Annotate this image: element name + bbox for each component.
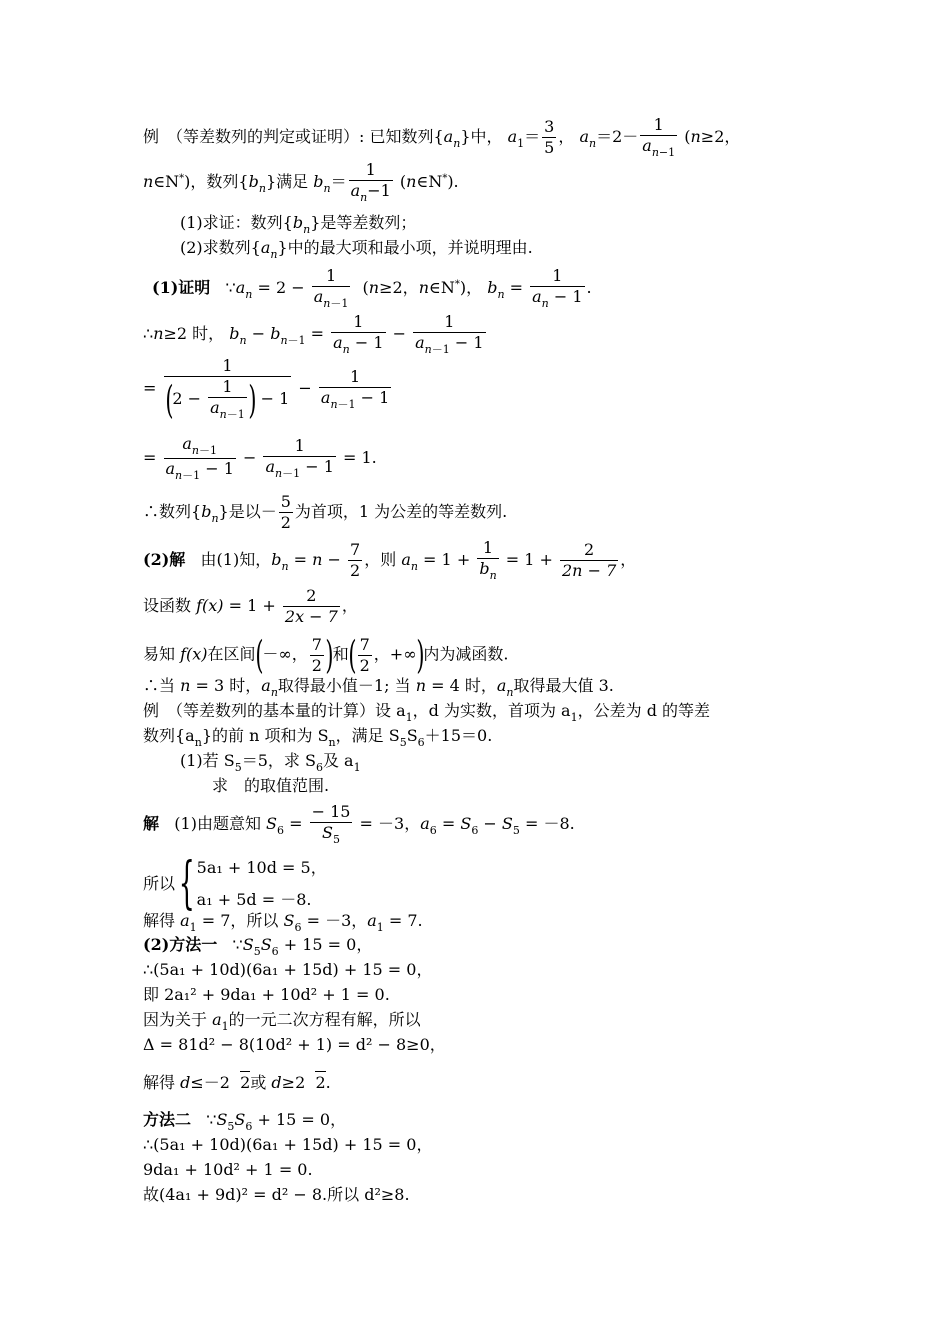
- example2-line1: 例 （等差数列的基本量的计算）设 $a_1$，d 为实数，首项为 $a_1$，公差为 d 的等差: [143, 701, 711, 724]
- radicand: 2: [315, 1073, 326, 1092]
- numerator: 3: [544, 117, 555, 136]
- method2-line3: 9da₁ + 10d² + 1 = 0.: [143, 1160, 313, 1179]
- text: ＝2－: [596, 127, 639, 146]
- text: }中的最大项和最小项，并说明理由.: [277, 238, 533, 257]
- denominator: $a_{n-1} - 1$: [415, 333, 484, 356]
- solution1-line4: [143, 436, 377, 481]
- text: ≥2，: [379, 278, 419, 297]
- text: =: [143, 448, 162, 467]
- example2-question2: [212, 778, 329, 794]
- text: −: [387, 324, 412, 343]
- numerator: 1: [365, 160, 376, 179]
- text: ＝5，求 S: [241, 751, 316, 770]
- question2: (2)求数列$\{a_n\}$中的最大项和最小项，并说明理由.: [180, 238, 533, 261]
- text: 和: [332, 644, 349, 664]
- text: = 1 +: [223, 596, 281, 615]
- denominator: 2n − 7: [562, 561, 617, 580]
- text: ≥2，: [700, 127, 741, 146]
- denominator: $a_{n-1} - 1$: [320, 387, 390, 411]
- label: (2)解: [143, 550, 186, 569]
- fraction: [348, 542, 362, 579]
- text: ，+∞: [373, 644, 417, 664]
- text: ∴数列{: [143, 502, 202, 521]
- question1: (1)求证：数列$\{b_n\}$是等差数列；: [180, 213, 417, 236]
- method1-line4: 因为关于 $a_1$的一元二次方程有解，所以: [143, 1010, 421, 1033]
- denominator: 2x − 7: [284, 607, 338, 626]
- text: (: [684, 127, 691, 146]
- text: = 2 −: [252, 278, 310, 297]
- fraction: [349, 162, 393, 203]
- text: .: [325, 1073, 331, 1092]
- numerator: 1: [552, 266, 563, 285]
- fraction: [319, 366, 391, 411]
- denominator: 2: [350, 561, 361, 580]
- text: ∈N: [153, 172, 180, 191]
- method1-line5: Δ = 81d² − 8(10d² + 1) = d² − 8≥0，: [143, 1035, 446, 1054]
- text: 解得: [143, 1073, 176, 1092]
- method2-line4: 故(4a₁ + 9d)² = d² − 8.所以 d²≥8.: [143, 1185, 410, 1204]
- numerator: $a_{n-1}$: [182, 434, 218, 457]
- solution1-line5: ∴数列$\{b_n\}$是以－ $\frac{5}{2}$ 为首项，1 为公差的等差数列.: [143, 492, 508, 532]
- denominator: $a_{n-1} - 1$: [265, 457, 334, 480]
- method1-line2: ∴(5a₁ + 10d)(6a₁ + 15d) + 15 = 0，: [143, 960, 433, 979]
- text: =: [305, 324, 330, 343]
- text: =: [504, 278, 529, 297]
- fraction: [164, 358, 292, 420]
- text: = 7，所以: [196, 911, 279, 930]
- numerator: 1: [482, 538, 494, 557]
- text: + 15 = 0，: [252, 1110, 347, 1129]
- text: }的前 n 项和为 S: [201, 726, 329, 745]
- solution3-system: 所以{ 5a₁ + 10d = 5， a₁ + 5d = －8.: [143, 851, 327, 916]
- fraction: [164, 436, 236, 481]
- text: ∈N: [429, 278, 455, 297]
- fraction: [413, 314, 485, 355]
- text: = 1 +: [500, 550, 558, 569]
- method1-line6: 解得 d≤－2 2或 d≥2 2.: [143, 1073, 331, 1092]
- numerator: 7: [359, 634, 370, 654]
- denominator: (2 − $\frac{1}{a_{n-1}}$ ) − 1: [164, 377, 290, 422]
- method1-line3: 即 2a₁² + 9da₁ + 10d² + 1 = 0.: [143, 985, 390, 1004]
- solution2-line1: (2)解 由(1)知，$b_n = n$ − $\frac{7}{2}$ ，则 $a_n = 1$ + $\frac{1}{b_n}$ = 1 + $\frac{2}{2n - 7}$ ，: [143, 538, 637, 582]
- fraction: [279, 494, 293, 531]
- text: = －3，: [354, 814, 421, 833]
- text: 求 的取值范围.: [212, 776, 330, 795]
- radicand: 2: [240, 1073, 251, 1092]
- text: −: [478, 814, 502, 833]
- numerator: 7: [350, 540, 361, 559]
- denominator: $a_n - 1$: [532, 287, 583, 310]
- text: }是以－: [218, 502, 277, 521]
- text: = 3 时，: [190, 676, 262, 695]
- text: 2 −: [172, 389, 207, 408]
- text: ∵: [225, 278, 236, 297]
- numerator: 1: [222, 356, 233, 375]
- solution2-line3: 易知 f(x)在区间(－∞， $\frac{7}{2}$ )和( $\frac{7}{2}$ ，+∞)内为减函数.: [143, 633, 509, 677]
- text: (1)由题意知: [174, 814, 261, 833]
- fraction: [331, 314, 385, 355]
- method1-line1: (2)方法一 $\because S_5S_6 + 15 = 0$，: [143, 935, 373, 958]
- text: ，: [341, 596, 358, 615]
- solution1-line3: [143, 358, 393, 420]
- denominator: 2: [359, 655, 370, 675]
- equation: a₁ + 5d = －8.: [196, 890, 312, 909]
- denominator: $a_n - 1$: [333, 333, 384, 356]
- function: f(x): [196, 596, 224, 615]
- fraction: [310, 804, 353, 845]
- solution1-line1: (1)证明 $\because a_n = 2$ − $\frac{1}{a_{n-1}}$ (n≥2，n∈N*)， $b_n$ = $\frac{1}{a_n - 1}$ .: [152, 266, 592, 310]
- text: 在区间: [207, 644, 256, 664]
- text: ＋15＝0.: [424, 726, 493, 745]
- solution2-line2: [143, 588, 358, 625]
- text: 及 a: [322, 751, 354, 770]
- text: 取得最大值 3.: [513, 676, 614, 695]
- numerator: 2: [584, 540, 595, 559]
- text: ∴: [143, 324, 154, 343]
- text: }满足: [265, 172, 309, 191]
- numerator: 7: [311, 634, 322, 654]
- text: ＝: [330, 172, 347, 191]
- text: + 15 = 0，: [278, 935, 373, 954]
- text: 设函数: [143, 596, 192, 615]
- fraction: [312, 268, 351, 309]
- label: 解: [143, 814, 160, 833]
- text: .: [586, 278, 592, 297]
- example1-line2: n∈N*)，数列$\{b_n\}$满足 $b_n=$ $\frac{1}{a_n-1}$ (n∈N*).: [143, 160, 459, 204]
- text: 数列{a: [143, 726, 195, 745]
- text: −: [293, 378, 317, 398]
- text: =: [436, 814, 461, 833]
- text: ，: [620, 550, 637, 569]
- text: =: [143, 378, 162, 398]
- text: ≥2 时，: [163, 324, 225, 343]
- text: = 1.: [337, 448, 377, 467]
- denominator: $a_{n-1}$: [210, 398, 245, 421]
- text: 因为关于: [143, 1010, 208, 1029]
- numerator: 1: [444, 312, 455, 331]
- example1-line1: 例 （等差数列的判定或证明）: 已知数列$\{a_n\}$中， $a_1=$ $\frac{3}{5}$ ， $a_n=2-$ $\frac{1}{a_{n-1}}$ (n≥2，: [143, 115, 741, 159]
- fraction: [560, 542, 618, 579]
- text: (1)求证：数列{: [180, 213, 293, 232]
- text: ，公差为 d 的等差: [577, 701, 711, 720]
- solution3-line3: 解得 $a_1 = 7$，所以 $S_6 = -3$，$a_1 = 7$.: [143, 911, 423, 934]
- denominator: $S_5$: [310, 822, 353, 845]
- fraction: [542, 119, 556, 156]
- equation: 5a₁ + 10d = 5，: [196, 858, 327, 877]
- fraction: [310, 634, 324, 675]
- text: −: [322, 550, 347, 569]
- text: ≤－2: [190, 1073, 230, 1092]
- example2-line2: 数列$\{a_n\}$的前 n 项和为 $S_n$，满足 $S_5S_6+15=0$.: [143, 726, 493, 749]
- text: －∞，: [262, 644, 308, 664]
- text: (: [399, 172, 407, 191]
- text: = －8.: [519, 814, 575, 833]
- label: (2)方法一: [143, 935, 218, 954]
- solution3-line1: 解 (1)由题意知 $S_6$ = $\frac{- 15}{S_5}$ = －3，$a_6 = S_6 - S_5 = -8$.: [143, 802, 575, 846]
- text: ≥2: [281, 1073, 306, 1092]
- text: 内为减函数.: [423, 644, 509, 664]
- text: −: [237, 448, 262, 467]
- text: 易知: [143, 644, 176, 664]
- example2-question1: (1)若 $S_5=5$，求 $S_6$及 $a_1$: [180, 751, 361, 774]
- denominator: $a_{n-1}$: [642, 136, 676, 159]
- fraction: [358, 634, 372, 675]
- method2-line1: 方法二 $\because S_5S_6 + 15 = 0$，: [143, 1110, 347, 1133]
- text: = 7.: [383, 911, 423, 930]
- text: − 1: [255, 389, 290, 408]
- fraction: [263, 438, 335, 479]
- text: 所以: [143, 874, 176, 893]
- numerator: 1: [653, 115, 664, 134]
- text: = 1 +: [417, 550, 476, 569]
- numerator: − 15: [311, 802, 351, 821]
- text: 由(1)知，: [200, 550, 272, 569]
- text: −: [246, 324, 271, 343]
- text: ，d 为实数，首项为 a: [412, 701, 571, 720]
- numerator: 1: [325, 266, 337, 285]
- numerator: 1: [222, 377, 233, 396]
- text: 取得最小值－1; 当: [277, 676, 411, 695]
- solution1-line2: ∴n≥2 时， $b_n - b_{n-1}$ = $\frac{1}{a_n - 1}$ − $\frac{1}{a_{n-1} - 1}$: [143, 312, 484, 356]
- fraction: [640, 117, 677, 158]
- numerator: 1: [350, 366, 361, 386]
- numerator: 2: [306, 586, 317, 605]
- text: )，数列{: [184, 172, 249, 191]
- label: (1)证明: [152, 278, 211, 297]
- equation-system: [197, 852, 327, 916]
- denominator: 2: [311, 655, 322, 675]
- function: f(x): [180, 644, 208, 664]
- numerator: 1: [294, 436, 305, 455]
- text: )，: [459, 278, 483, 297]
- method2-line2: ∴(5a₁ + 10d)(6a₁ + 15d) + 15 = 0，: [143, 1135, 433, 1154]
- text: 例 （等差数列的判定或证明）: 已知数列{: [143, 127, 444, 146]
- text: (: [362, 278, 369, 297]
- text: S: [406, 726, 418, 745]
- text: (2)求数列{: [180, 238, 261, 257]
- text: (1)若 S: [180, 751, 235, 770]
- text: ∴当: [143, 676, 176, 695]
- text: }是等差数列；: [310, 213, 417, 232]
- denominator: 5: [544, 138, 555, 157]
- text: ∈N: [416, 172, 443, 191]
- fraction: [283, 588, 340, 625]
- numerator: 5: [280, 492, 291, 511]
- denominator: $b_n$: [479, 559, 497, 582]
- fraction: [477, 540, 498, 581]
- text: ).: [447, 172, 459, 191]
- text: = 4 时，: [426, 676, 497, 695]
- text: ，则: [364, 550, 397, 569]
- text: 例 （等差数列的基本量的计算）设 a: [143, 701, 406, 720]
- solution2-line4: ∴当 n = 3 时，$a_n$取得最小值－1; 当 n = 4 时，$a_n$取得最大值 3.: [143, 676, 614, 699]
- text: 或: [250, 1073, 267, 1092]
- text: 为首项，1 为公差的等差数列.: [294, 502, 508, 521]
- fraction: [530, 268, 584, 309]
- text: = －3，: [301, 911, 368, 930]
- denominator: $a_n-1$: [350, 181, 391, 204]
- label: 方法二: [143, 1110, 192, 1129]
- denominator: $a_{n-1} - 1$: [165, 459, 234, 482]
- numerator: 1: [353, 312, 364, 331]
- denominator: $a_{n-1}$: [313, 287, 349, 310]
- text: 的一元二次方程有解，所以: [228, 1010, 421, 1029]
- text: 解得: [143, 911, 176, 930]
- text: }中，: [460, 127, 503, 146]
- fraction: [208, 379, 247, 420]
- text: ，满足 S: [335, 726, 400, 745]
- text: =: [288, 550, 313, 569]
- denominator: 2: [280, 513, 291, 532]
